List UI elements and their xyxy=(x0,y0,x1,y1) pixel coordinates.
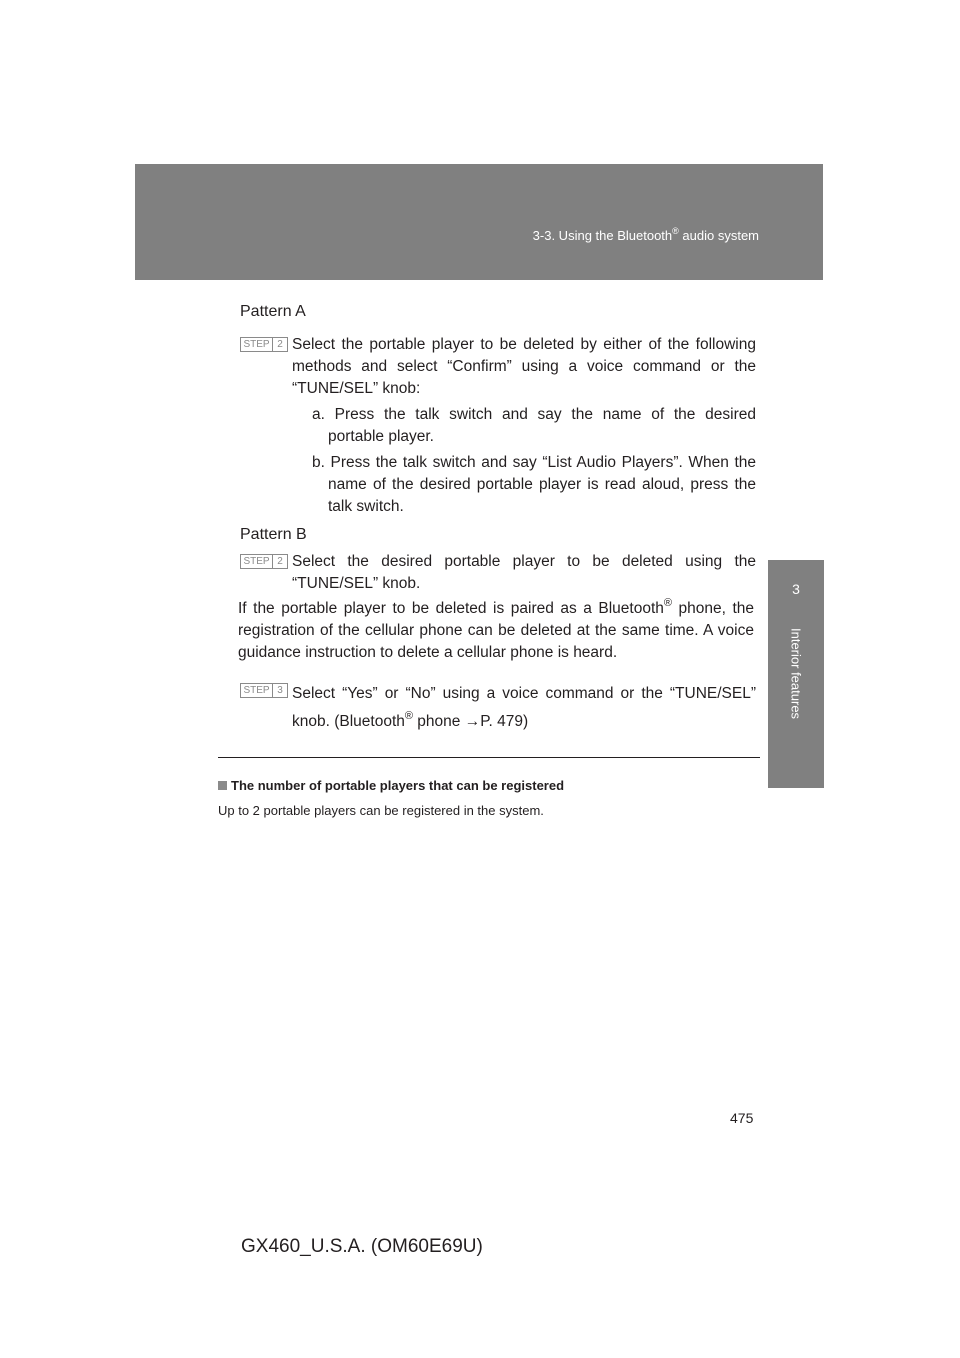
list-item: a. Press the talk switch and say the name of the desired portable player. xyxy=(312,406,756,445)
registered-mark: ® xyxy=(404,710,413,722)
info-body: Up to 2 portable players can be registered in the system. xyxy=(218,803,544,818)
pattern-b-step xyxy=(240,551,756,595)
chapter-tab-number xyxy=(768,560,824,618)
registered-mark: ® xyxy=(672,226,679,236)
page-number: 475 xyxy=(730,1110,754,1126)
step-text xyxy=(292,680,756,736)
registered-mark: ® xyxy=(663,597,672,609)
pattern-a-step xyxy=(240,334,756,518)
info-heading xyxy=(218,778,564,793)
document-code: GX460_U.S.A. (OM60E69U) xyxy=(241,1236,483,1257)
step-number: 2 xyxy=(272,555,287,568)
step-word: STEP xyxy=(243,685,270,696)
step-text: Select the portable player to be deleted by either of the following methods and select “Confirm” using a voice command or the “TUNE/SEL” knob: xyxy=(292,336,756,397)
chapter-number: 3 xyxy=(792,581,800,597)
step-text-main: Select “Yes” or “No” using a voice command or the “TUNE/SEL” knob. (Bluetooth xyxy=(292,685,756,730)
note-text: If the portable player to be deleted is paired as a Bluetooth xyxy=(238,600,664,617)
square-bullet-icon xyxy=(218,781,227,790)
section-title xyxy=(533,226,759,243)
step-word: STEP xyxy=(243,339,270,350)
step-number: 3 xyxy=(272,684,287,697)
step-3 xyxy=(240,680,756,736)
step-text-reference: phone →P. 479) xyxy=(413,713,529,730)
note-text-continued: phone, the registration of the cellular phone can be deleted at the same time. A voice guidance instruction to delete a cellular phone is heard. xyxy=(238,600,754,661)
step-badge xyxy=(240,337,288,352)
pattern-a-heading: Pattern A xyxy=(240,303,306,320)
step-badge xyxy=(240,554,288,569)
section-divider xyxy=(218,757,760,758)
step-word: STEP xyxy=(243,556,270,567)
section-title-suffix: audio system xyxy=(678,228,759,243)
step-badge xyxy=(240,683,288,698)
section-title-text: 3-3. Using the Bluetooth xyxy=(532,228,673,243)
note-paragraph xyxy=(238,598,754,664)
chapter-tab-label xyxy=(768,618,824,788)
info-heading-text: The number of portable players that can be registered xyxy=(231,778,565,793)
list-item: b. Press the talk switch and say “List Audio Players”. When the name of the desired portable player is read aloud, press the talk switch. xyxy=(312,454,756,515)
chapter-label: Interior features xyxy=(788,628,804,720)
header-band xyxy=(135,164,823,280)
step-number: 2 xyxy=(272,338,287,351)
step-text: Select the desired portable player to be deleted using the “TUNE/SEL” knob. xyxy=(292,553,756,592)
pattern-b-heading: Pattern B xyxy=(240,526,307,543)
